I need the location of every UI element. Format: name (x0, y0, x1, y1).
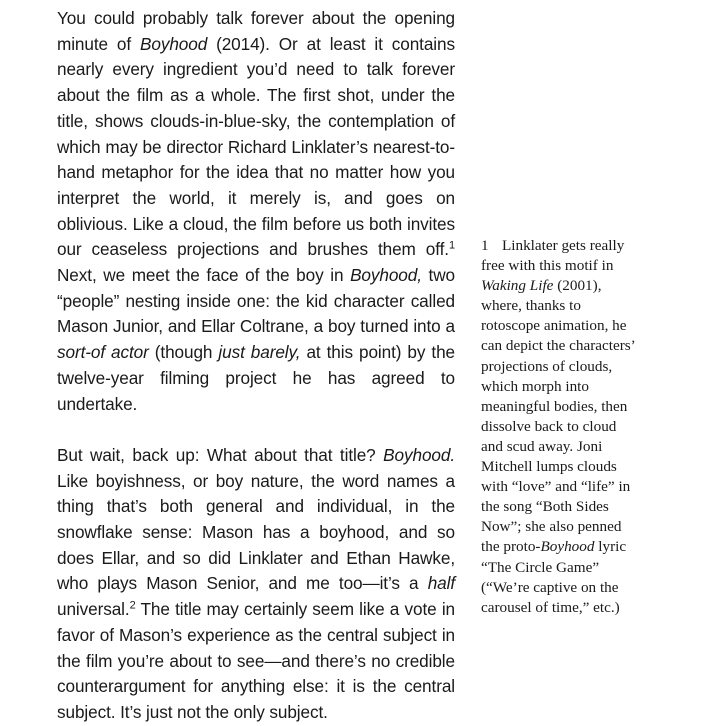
sidenote-title-waking-life: Waking Life (481, 277, 554, 295)
sidenote-text-1: Linklater gets really free with this motif in (481, 237, 625, 275)
p1-text-4: two “people” nesting inside one: the kid character called Mason Junior, and Ellar Coltrane, a boy turned into a (57, 265, 455, 337)
footnote-marker-1[interactable]: 1 (448, 239, 455, 252)
p2-text-3: universal. (57, 599, 130, 620)
p2-emphasis-half: half (427, 573, 455, 594)
p1-emphasis-sortof: sort-of actor (57, 342, 149, 363)
p1-title-boyhood-2: Boyhood, (350, 265, 422, 286)
p1-title-boyhood: Boyhood (140, 33, 208, 54)
p2-title-boyhood: Boyhood. (383, 444, 455, 465)
sidenote-text-3: lyric “The Circle Game” (“We’re captive on the carousel of time,” etc.) (481, 538, 627, 616)
sidenote-title-boyhood: Boyhood (540, 538, 595, 556)
p2-text-1: But wait, back up: What about that title? (57, 444, 384, 465)
p2-text-4: The title may certainly seem like a vote in favor of Mason’s experience as the central subject in the film you’re about to see—and there’s no credible counterargument for anything else: it is the central subject. It’s just not the only subject. (57, 599, 455, 722)
p2-text-2: Like boyishness, or boy nature, the word names a thing that’s both general and individual, in the snowflake sense: Mason has a boyhood, and so does Ellar, and so did Linklater and Ethan Hawke, who plays Mason Senior, and me too—it’s a (57, 470, 455, 594)
p1-text-1: You could probably talk forever about the opening minute of (57, 8, 455, 54)
p1-emphasis-justbarely: just barely, (218, 342, 301, 363)
footnote-marker-2[interactable]: 2 (129, 599, 136, 612)
sidenote-number: 1 (481, 237, 489, 254)
p1-text-5: (though (148, 342, 219, 363)
paragraph-1 (57, 6, 455, 417)
p1-text-6: at this point) by the twelve-year filming project he has agreed to undertake. (57, 342, 455, 414)
p1-text-3: Next, we meet the face of the boy in (57, 265, 351, 286)
main-text-column (57, 6, 455, 726)
paragraph-2 (57, 443, 455, 726)
sidenote-text-2: (2001), where, thanks to rotoscope animation, he can depict the characters’ projections of clouds, which morph into meaningful bodies, then dissolve back to cloud and scud away. Joni Mitchell lumps clouds with “love” and “life” in the song “Both Sides Now”; she also penned the proto- (481, 277, 635, 556)
p1-text-2: (2014). Or at least it contains nearly every ingredient you’d need to talk forever about the film as a whole. The first shot, under the title, shows clouds-in-blue-sky, the contemplation of which may be director Richard Linklater’s nearest-to-hand metaphor for the idea that no matter how you interpret the world, it merely is, and goes on oblivious. Like a cloud, the film before us both invites our ceaseless projections and brushes them off. (57, 33, 455, 260)
sidenote-1 (481, 236, 641, 618)
